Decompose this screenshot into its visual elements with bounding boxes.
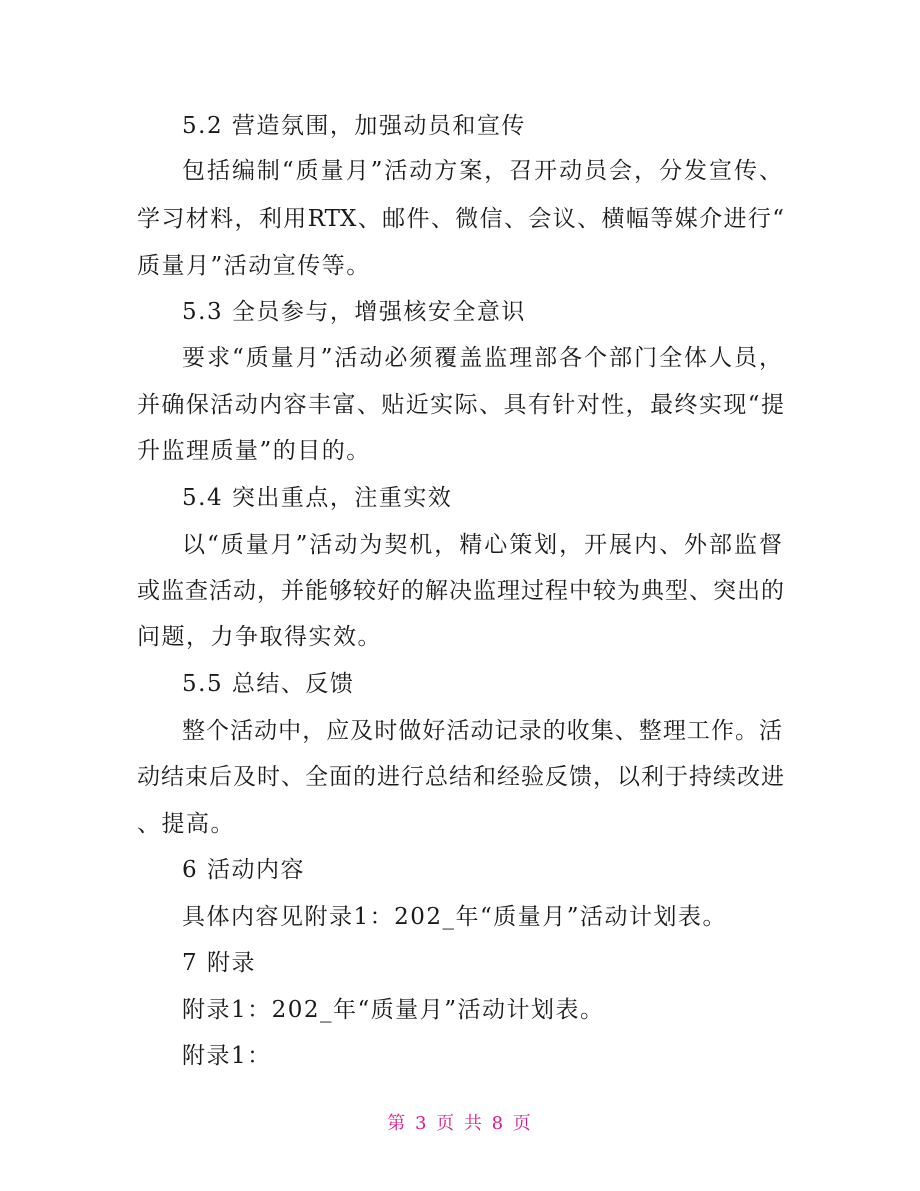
paragraph-line: 或监查活动，并能够较好的解决监理过程中较为典型、突出的 [137,578,784,604]
section-heading-5-2: 5.2 营造氛围，加强动员和宣传 [182,113,526,139]
paragraph-line: 动结束后及时、全面的进行总结和经验反馈，以利于持续改进 [137,764,784,790]
page-number-footer: 第 3 页 共 8 页 [387,1113,533,1134]
paragraph-line: 附录1：202_年“质量月”活动计划表。 [182,997,605,1023]
paragraph-line: 以“质量月”活动为契机，精心策划，开展内、外部监督 [182,532,782,558]
paragraph-line: 要求“质量月”活动必须覆盖监理部各个部门全体人员， [182,345,782,371]
paragraph-line: 问题，力争取得实效。 [137,624,382,650]
section-heading-7: 7 附录 [182,950,256,976]
paragraph-line: 附录1： [182,1043,272,1069]
paragraph-line: 具体内容见附录1：202_年“质量月”活动计划表。 [182,904,728,930]
section-heading-5-5: 5.5 总结、反馈 [182,671,355,697]
section-heading-5-3: 5.3 全员参与，增强核安全意识 [182,299,526,325]
paragraph-line: 升监理质量”的目的。 [137,438,371,464]
section-heading-5-4: 5.4 突出重点，注重实效 [182,485,453,511]
paragraph-line: 质量月”活动宣传等。 [137,253,371,279]
paragraph-line: 包括编制“质量月”活动方案，召开动员会，分发宣传、 [182,158,782,184]
paragraph-line: 并确保活动内容丰富、贴近实际、具有针对性，最终实现“提 [137,392,784,418]
paragraph-line: 整个活动中，应及时做好活动记录的收集、整理工作。活 [182,718,782,744]
paragraph-line: 、提高。 [137,811,235,837]
paragraph-line: 学习材料，利用RTX、邮件、微信、会议、横幅等媒介进行“ [137,206,784,232]
section-heading-6: 6 活动内容 [182,857,305,883]
